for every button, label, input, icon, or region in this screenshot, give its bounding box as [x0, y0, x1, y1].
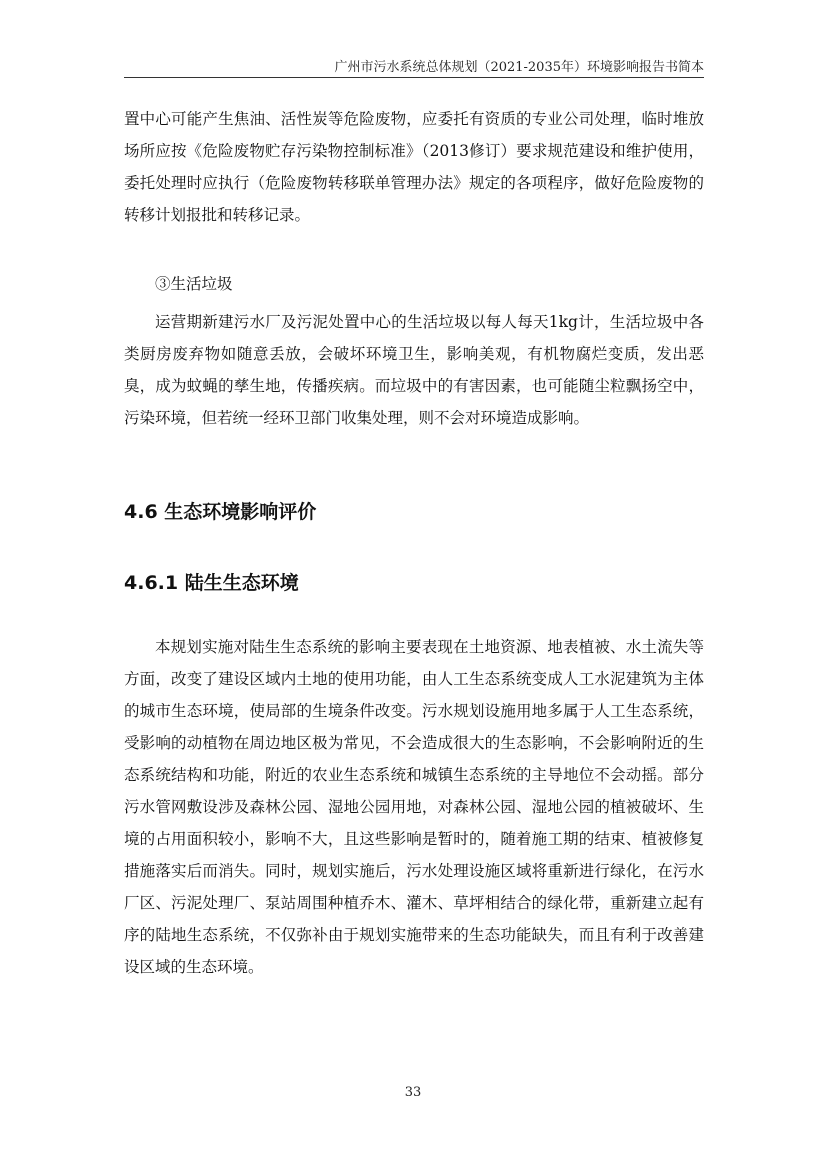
- paragraph-terrestrial-ecology: 本规划实施对陆生生态系统的影响主要表现在土地资源、地表植被、水土流失等方面，改变了建设区域内土地的使用功能，由人工生态系统变成人工水泥建筑为主体的城市生态环境，使局部的生境条件改变。污水规划设施用地多属于人工生态系统，受影响的动植物在周边地区极为常见，不会造成很大的生态影响，不会影响附近的生态系统结构和功能，附近的农业生态系统和城镇生态系统的主导地位不会动摇。部分污水管网敷设涉及森林公园、湿地公园用地，对森林公园、湿地公园的植被破坏、生境的占用面积较小，影响不大，且这些影响是暂时的，随着施工期的结束、植被修复措施落实后而消失。同时，规划实施后，污水处理设施区域将重新进行绿化，在污水厂区、污泥处理厂、泵站周围种植乔木、灌木、草坪相结合的绿化带，重新建立起有序的陆地生态系统，不仅弥补由于规划实施带来的生态功能缺失，而且有利于改善建设区域的生态环境。: [124, 638, 704, 976]
- section-heading-4-6: 4.6 生态环境影响评价: [124, 501, 317, 523]
- paragraph-domestic-waste: 运营期新建污水厂及污泥处置中心的生活垃圾以每人每天1kg计，生活垃圾中各类厨房废弃物如随意丢放，会破坏环境卫生，影响美观，有机物腐烂变质，发出恶臭，成为蚊蝇的孳生地，传播疾病。而垃圾中的有害因素，也可能随尘粒飘扬空中，污染环境，但若统一经环卫部门收集处理，则不会对环境造成影响。: [124, 313, 704, 427]
- section-heading-4-6-1: 4.6.1 陆生生态环境: [124, 572, 299, 594]
- subheading-domestic-waste: ③生活垃圾: [155, 275, 233, 293]
- running-header: 广州市污水系统总体规划（2021-2035年）环境影响报告书简本: [334, 60, 704, 75]
- paragraph-hazardous-waste: 置中心可能产生焦油、活性炭等危险废物，应委托有资质的专业公司处理，临时堆放场所应按《危险废物贮存污染物控制标准》（2013修订）要求规范建设和维护使用，委托处理时应执行（危险废物转移联单管理办法》规定的各项程序，做好危险废物的转移计划报批和转移记录。: [124, 110, 704, 224]
- header-divider: [124, 77, 704, 78]
- page-number: 33: [404, 1085, 422, 1100]
